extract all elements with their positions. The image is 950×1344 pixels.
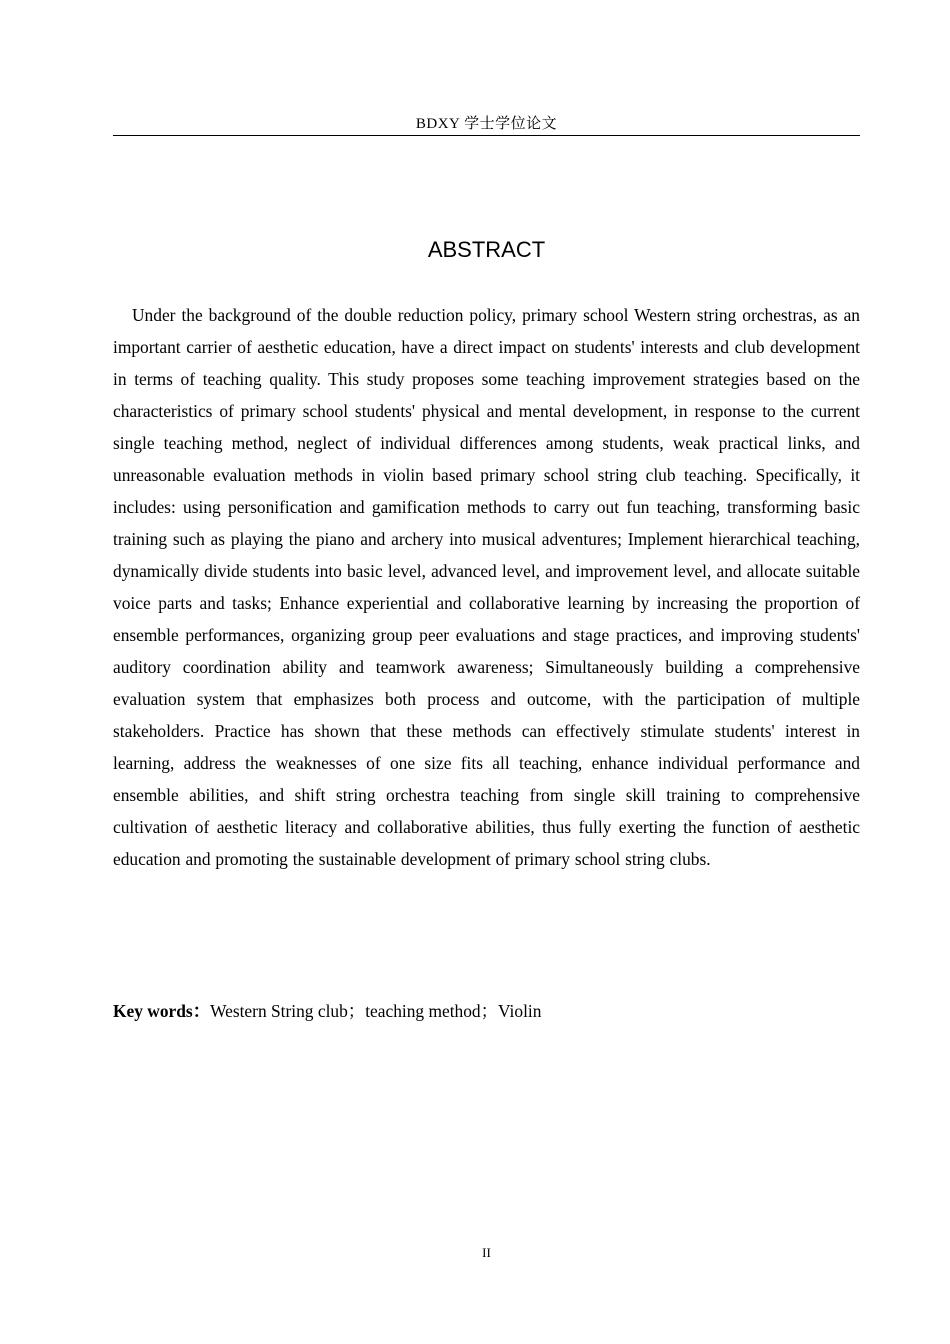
page-number: II bbox=[482, 1245, 491, 1260]
abstract-body: Under the background of the double reduction policy, primary school Western string orchestras, as an important carrier of aesthetic education, have a direct impact on students' interests and club development in terms of teaching quality. This study proposes some teaching improvement strategies based on the characteristics of primary school students' physical and mental development, in response to the current single teaching method, neglect of individual differences among students, weak practical links, and unreasonable evaluation methods in violin based primary school string club teaching. Specifically, it includes: using personification and gamification methods to carry out fun teaching, transforming basic training such as playing the piano and archery into musical adventures; Implement hierarchical teaching, dynamically divide students into basic level, advanced level, and improvement level, and allocate suitable voice parts and tasks; Enhance experiential and collaborative learning by increasing the proportion of ensemble performances, organizing group peer evaluations and stage practices, and improving students' auditory coordination ability and teamwork awareness; Simultaneously building a comprehensive evaluation system that emphasizes both process and outcome, with the participation of multiple stakeholders. Practice has shown that these methods can effectively stimulate students' interest in learning, address the weaknesses of one size fits all teaching, enhance individual performance and ensemble abilities, and shift string orchestra teaching from single skill training to comprehensive cultivation of aesthetic literacy and collaborative abilities, thus fully exerting the function of aesthetic education and promoting the sustainable development of primary school string clubs. bbox=[113, 305, 860, 869]
keyword-item: Western String club bbox=[210, 1001, 348, 1021]
keywords-label: Key words： bbox=[113, 1001, 211, 1021]
keyword-separator: ； bbox=[347, 1001, 366, 1021]
header-rule bbox=[113, 135, 860, 136]
keyword-item: Violin bbox=[498, 1001, 542, 1021]
keywords-line bbox=[113, 997, 860, 1025]
abstract-title: ABSTRACT bbox=[427, 237, 546, 262]
keyword-item: teaching method bbox=[365, 1001, 481, 1021]
keyword-separator: ； bbox=[480, 1001, 499, 1021]
page-header: BDXY 学士学位论文 bbox=[415, 116, 558, 132]
